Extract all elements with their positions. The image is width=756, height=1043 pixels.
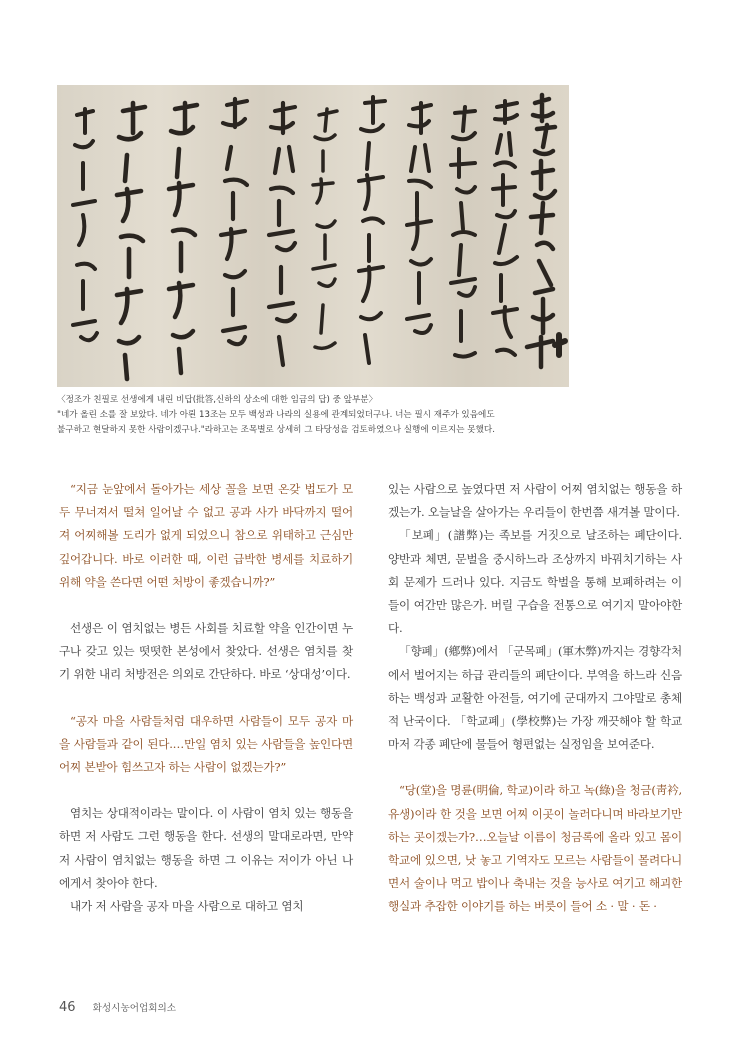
right-column — [388, 478, 682, 919]
caption-line: 불구하고 현달하지 못한 사람이겠구나."라하고는 조목별로 상세히 그 타당성을 검토하였으나 실행에 이르지는 못했다. — [57, 425, 495, 435]
left-column — [59, 478, 353, 918]
quote-paragraph: “공자 마을 사람들처럼 대우하면 사람들이 모두 공자 마을 사람들과 같이 된다.…만일 염치 있는 사람들을 높인다면 어찌 본받아 힘쓰고자 하는 사람이 없겠는가?” — [59, 713, 353, 775]
page-footer — [59, 996, 176, 1015]
body-paragraph: 염치는 상대적이라는 말이다. 이 사람이 염치 있는 행동을 하면 저 사람도 그런 행동을 한다. 선생의 말대로라면, 만약 저 사람이 염치없는 행동을 하면 그 이유는 저이가 아닌 나에게서 찾아야 한다. — [59, 806, 353, 890]
body-paragraph: 「보폐」(譜弊)는 족보를 거짓으로 날조하는 폐단이다. 양반과 체면, 문벌을 중시하느라 조상까지 바꿔치기하는 사회 문제가 드러나 있다. 지금도 학벌을 통해 보폐하려는 이들이 여간만 많은가. 버릴 구습을 전통으로 여기지 말아야한다. — [388, 528, 682, 636]
quote-paragraph: “지금 눈앞에서 돌아가는 세상 꼴을 보면 온갖 법도가 모두 무너져서 떨쳐 일어날 수 없고 공과 사가 바닥까지 떨어져 어찌해볼 도리가 없게 되었으니 참으로 위태하고 근심만 깊어갑니다. 바로 이러한 때, 이런 급박한 병세를 치료하기 위해 약을 쓴다면 어떤 처방이 좋겠습니까?” — [59, 482, 353, 589]
page-number: 46 — [59, 1000, 76, 1015]
body-paragraph: 선생은 이 염치없는 병든 사회를 치료할 약을 인간이면 누구나 갖고 있는 떳떳한 본성에서 찾았다. 선생은 염치를 찾기 위한 내리 처방전은 의외로 간단하다. 바로 ‘상대성’이다. — [59, 621, 353, 682]
body-paragraph: 내가 저 사람을 공자 마을 사람으로 대하고 염치 — [70, 899, 304, 914]
calligraphy-photo — [57, 85, 569, 387]
caption-line: 〈정조가 친필로 선생에게 내린 비답(批答,신하의 상소에 대한 임금의 답) 중 앞부분〉 — [57, 395, 378, 405]
quote-paragraph: “당(堂)을 명륜(明倫, 학교)이라 하고 녹(綠)을 청금(靑衿, 유생)이라 한 것을 보면 어찌 이곳이 놀러다니며 바라보기만 하는 곳이겠는가?…오늘날 이름이 청금록에 올라 있고 몸이 학교에 있으면, 낫 놓고 기역자도 모르는 사람들이 몰려다니면서 술이나 먹고 밥이나 축내는 것을 능사로 여기고 해괴한 행실과 추잡한 이야기를 하는 버릇이 들어 소 · 말 · 돈 · — [388, 783, 682, 914]
body-paragraph: 있는 사람으로 높였다면 저 사람이 어찌 염치없는 행동을 하겠는가. 오늘날을 살아가는 우리들이 한번쯤 새겨볼 말이다. — [388, 482, 682, 520]
calligraphy-strokes — [57, 85, 569, 387]
caption-line: "네가 올린 소를 잘 보았다. 네가 아뢴 13조는 모두 백성과 나라의 실용에 관계되었더구나. 너는 필시 재주가 있음에도 — [57, 410, 495, 420]
body-paragraph: 「향폐」(鄕弊)에서 「군목폐」(軍木弊)까지는 경향각처에서 벌어지는 하급 관리들의 폐단이다. 부역을 하느라 신음하는 백성과 교활한 아전들, 여기에 군대까지 그야말로 총체적 난국이다. 「학교폐」(學校弊)는 가장 깨끗해야 할 학교마저 각종 폐단에 물들어 형편없는 실정임을 보여준다. — [388, 644, 682, 752]
organization-name: 화성시농어업회의소 — [92, 1003, 177, 1014]
photo-caption — [57, 393, 577, 438]
